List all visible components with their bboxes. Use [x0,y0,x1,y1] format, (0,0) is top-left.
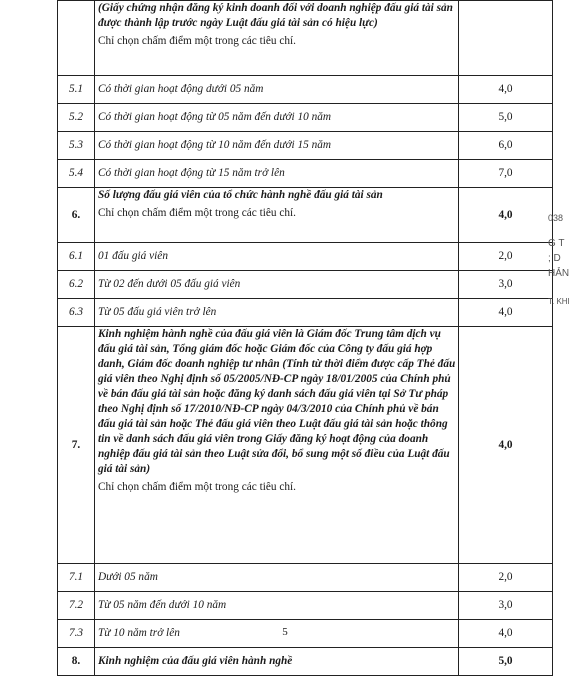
criterion-points: 3,0 [459,592,553,620]
stamp-fragment: ; D [548,253,561,264]
criterion-title: Kinh nghiệm của đấu giá viên hành nghề [98,655,293,667]
criterion-cell [95,592,459,620]
criterion-points: 4,0 [459,620,553,648]
criteria-table [57,0,553,676]
criterion-title: 01 đấu giá viên [98,250,168,262]
criterion-number: 8. [58,648,95,676]
criterion-points: 6,0 [459,132,553,160]
criterion-number: 5.4 [58,160,95,188]
criterion-title: Dưới 05 năm [98,571,158,583]
criterion-points: 5,0 [459,104,553,132]
criterion-number: 7.2 [58,592,95,620]
criterion-note: Chỉ chọn chấm điểm một trong các tiêu chí. [98,207,296,219]
table-row [58,132,553,160]
criterion-title: Số lượng đấu giá viên của tổ chức hành nghề đấu giá tài sản [98,189,383,201]
criterion-note: Chỉ chọn chấm điểm một trong các tiêu chí. [98,481,296,493]
criterion-number: 5.3 [58,132,95,160]
criterion-cell [95,243,459,271]
stamp-fragment: T. KHI [548,297,570,306]
criterion-title: Có thời gian hoạt động dưới 05 năm [98,83,264,95]
criterion-number: 6.3 [58,299,95,327]
criterion-cell [95,648,459,676]
table-row [58,592,553,620]
table-row [58,327,553,564]
criterion-points: 4,0 [459,76,553,104]
table-row [58,564,553,592]
criterion-cell [95,1,459,76]
table-row [58,76,553,104]
criterion-points: 2,0 [459,243,553,271]
stamp-fragment: 038 [548,213,564,223]
criterion-cell [95,76,459,104]
criterion-cell [95,299,459,327]
table-row [58,104,553,132]
criterion-number: 6.1 [58,243,95,271]
criterion-points: 4,0 [459,327,553,564]
criterion-title: (Giấy chứng nhận đăng ký kinh doanh đối với doanh nghiệp đấu giá tài sản được thành lập trước ngày Luật đấu giá tài sản có hiệu lực) [98,2,453,29]
table-row [58,271,553,299]
criterion-points: 4,0 [459,299,553,327]
table-row [58,299,553,327]
criterion-number: 6.2 [58,271,95,299]
criterion-title: Có thời gian hoạt động từ 05 năm đến dưới 10 năm [98,111,332,123]
criterion-points [459,1,553,76]
criterion-title: Có thời gian hoạt động từ 10 năm đến dưới 15 năm [98,139,332,151]
stamp-fragment: HẢN [548,268,570,279]
criterion-number: 7. [58,327,95,564]
criterion-points: 2,0 [459,564,553,592]
criterion-points: 4,0 [459,188,553,243]
criterion-points: 5,0 [459,648,553,676]
criterion-number: 5.1 [58,76,95,104]
criterion-number: 7.3 [58,620,95,648]
criterion-title: Từ 02 đến dưới 05 đấu giá viên [98,278,241,290]
criterion-number: 6. [58,188,95,243]
criterion-cell [95,271,459,299]
criterion-cell [95,327,459,564]
table-row [58,160,553,188]
criterion-points: 7,0 [459,160,553,188]
page-number: 5 [282,626,288,638]
table-row [58,188,553,243]
criterion-cell [95,160,459,188]
criterion-title: Từ 05 năm đến dưới 10 năm [98,599,227,611]
criterion-title: Kinh nghiệm hành nghề của đấu giá viên là Giám đốc Trung tâm dịch vụ đấu giá tài sản, Tổng giám đốc hoặc Giám đốc của Công ty đấu giá hợp danh, Giám đốc doanh nghiệp tư nhân (Tính từ thời điểm được cấp Thẻ đấu giá viên theo Nghị định số 05/2005/NĐ-CP ngày 18/01/2005 của Chính phủ về bán đấu giá tài sản hoặc đăng ký danh sách đấu giá viên tại Sở Tư pháp theo Nghị định số 17/2010/NĐ-CP ngày 04/3/2010 của Chính phủ về bán đấu giá tài sản hoặc Thẻ đấu giá viên theo Luật đấu giá tài sản hoặc thông tin về danh sách đấu giá viên trong Giấy đăng ký hoạt động của doanh nghiệp đấu giá tài sản theo Luật sửa đổi, bổ sung một số điều của Luật đấu giá tài sản) [98,328,456,475]
criterion-number [58,1,95,76]
criterion-cell [95,132,459,160]
criterion-cell [95,564,459,592]
criterion-number: 7.1 [58,564,95,592]
criterion-cell [95,104,459,132]
table-row [58,648,553,676]
table-row [58,1,553,76]
criterion-number: 5.2 [58,104,95,132]
criterion-title: Từ 05 đấu giá viên trở lên [98,306,217,318]
criterion-points: 3,0 [459,271,553,299]
stamp-fragment: G T [548,238,565,249]
criterion-title: Từ 10 năm trở lên [98,627,180,639]
criterion-title: Có thời gian hoạt động từ 15 năm trở lên [98,167,285,179]
criterion-cell [95,188,459,243]
criterion-note: Chỉ chọn chấm điểm một trong các tiêu chí. [98,35,296,47]
table-row [58,243,553,271]
